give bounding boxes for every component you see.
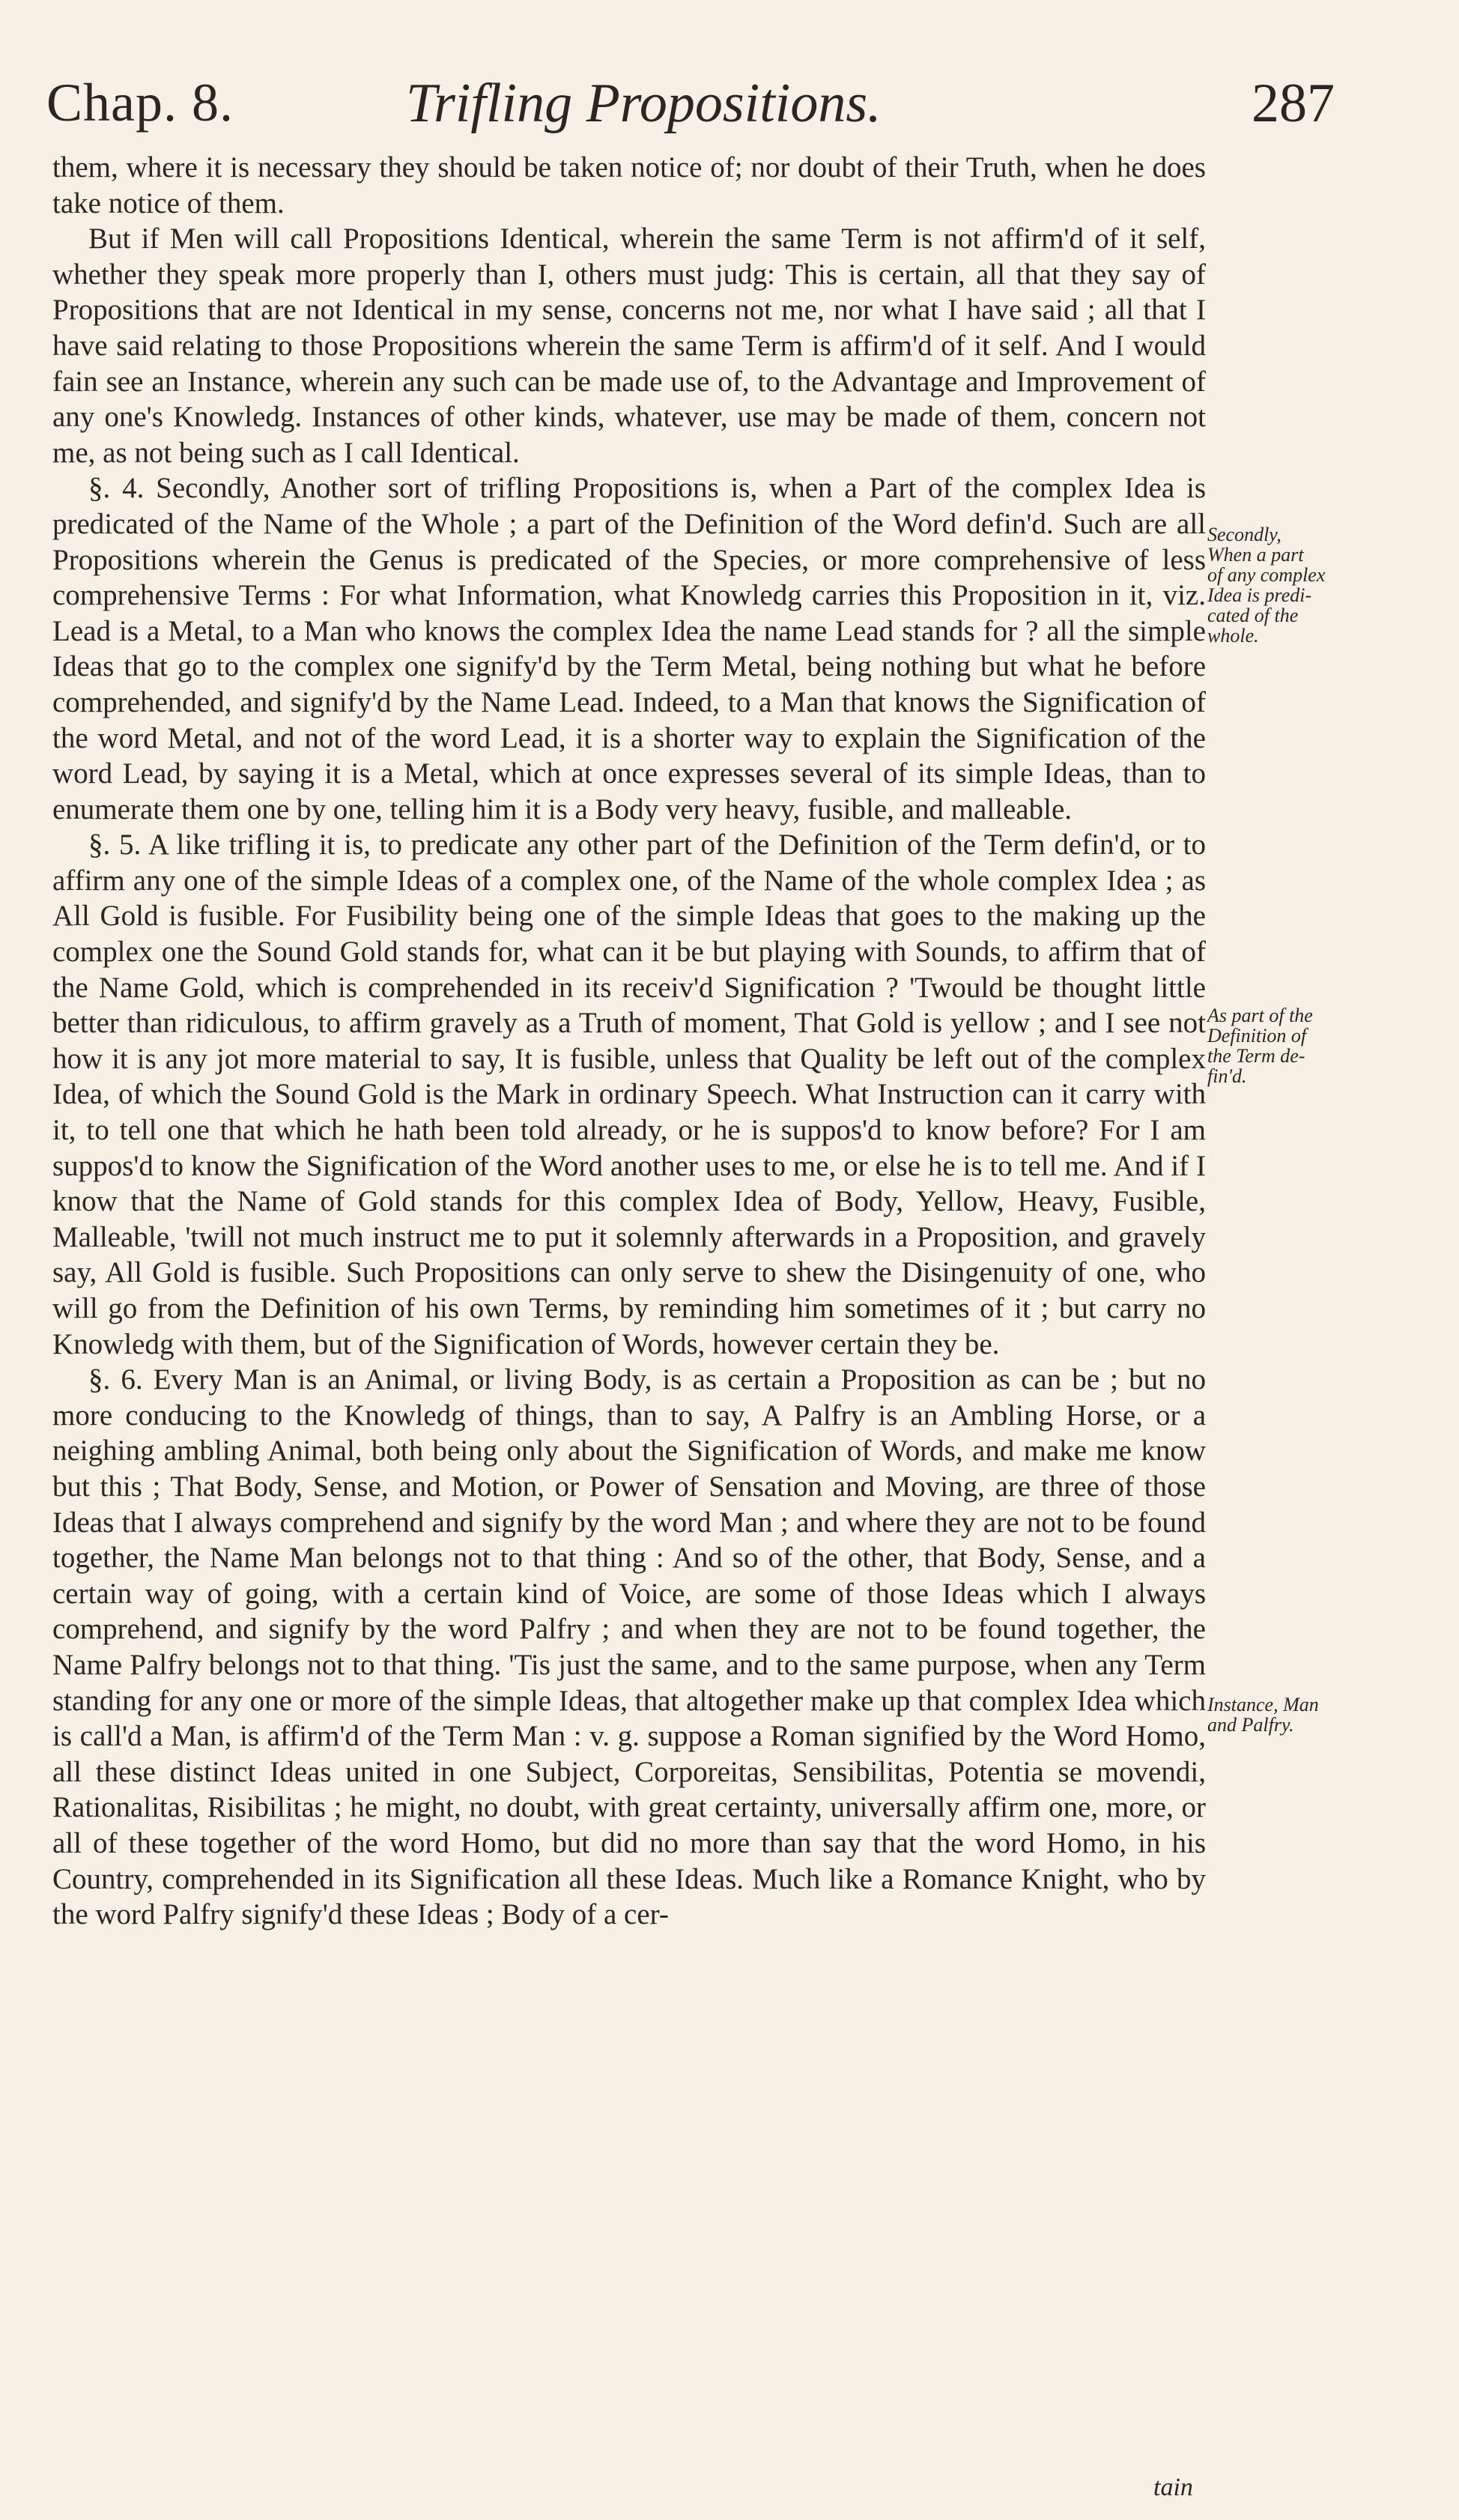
margin-line: Secondly, bbox=[1207, 524, 1281, 545]
margin-line: cated of the bbox=[1207, 605, 1299, 626]
catchword: tain bbox=[1153, 2474, 1193, 2501]
running-header bbox=[46, 72, 1335, 147]
margin-note-definition bbox=[1207, 1005, 1387, 1086]
paragraph-continuation: them, where it is necessary they should be taken notice of; nor doubt of their Truth, when he does take notice of them. bbox=[52, 151, 1206, 219]
page-number: 287 bbox=[1252, 73, 1335, 134]
paragraph-section-5: §. 5. A like trifling it is, to predicate any other part of the Definition of the Term defin'd, or to affirm any one of the simple Ideas of a complex one, of the Name of the whole complex Idea ; as All Gold is fusible. For Fusibility being one of the simple Ideas that goes to the making up the complex one the Sound Gold stands for, what can it be but playing with Sounds, to affirm that of the Name Gold, which is comprehended in its receiv'd Signification ? 'Twould be thought little better than ridiculous, to affirm gravely as a Truth of moment, That Gold is yellow ; and I see not how it is any jot more material to say, It is fusible, unless that Quality be left out of the complex Idea, of which the Sound Gold is the Mark in ordinary Speech. What Instruction can it carry with it, to tell one that which he hath been told already, or he is suppos'd to know before? For I am suppos'd to know the Signification of the Word another uses to me, or else he is to tell me. And if I know that the Name of Gold stands for this complex Idea of Body, Yellow, Heavy, Fusible, Malleable, 'twill not much instruct me to put it solemnly afterwards in a Proposition, and gravely say, All Gold is fusible. Such Propositions can only serve to shew the Disingenuity of one, who will go from the Definition of his own Terms, by reminding him sometimes of it ; but carry no Knowledg with them, but of the Signification of Words, however certain they be. bbox=[52, 829, 1206, 1360]
margin-line: Definition of bbox=[1207, 1025, 1307, 1047]
margin-line: whole. bbox=[1207, 625, 1259, 646]
body-text bbox=[52, 150, 1206, 1933]
margin-line: When a part bbox=[1207, 544, 1304, 566]
margin-line: of any complex bbox=[1207, 564, 1326, 586]
margin-line: Instance, Man bbox=[1207, 1694, 1319, 1715]
margin-line: and Palfry. bbox=[1207, 1714, 1294, 1736]
margin-line: the Term de- bbox=[1207, 1045, 1305, 1067]
paragraph-section-4: §. 4. Secondly, Another sort of trifling Propositions is, when a Part of the complex Idea is predicated of the Name of the Whole ; a part of the Definition of the Word defin'd. Such are all Propositions wherein the Genus is predicated of the Species, or more comprehensive of less comprehensive Terms : For what Information, what Knowledg carries this Proposition in it, viz. Lead is a Metal, to a Man who knows the complex Idea the name Lead stands for ? all the simple Ideas that go to the complex one signify'd by the Term Metal, being nothing but what he before comprehended, and signify'd by the Name Lead. Indeed, to a Man that knows the Signification of the word Metal, and not of the word Lead, it is a shorter way to explain the Signification of the word Lead, by saying it is a Metal, which at once expresses several of its simple Ideas, than to enumerate them one by one, telling him it is a Body very heavy, fusible, and malleable. bbox=[52, 472, 1206, 826]
margin-note-instance bbox=[1207, 1694, 1387, 1735]
chapter-title: Trifling Propositions. bbox=[406, 73, 882, 134]
chapter-label: Chap. 8. bbox=[46, 73, 234, 133]
paragraph-identical: But if Men will call Propositions Identical, wherein the same Term is not affirm'd of it self, whether they speak more properly than I, others must judg: This is certain, all that they say of Propositions that are not Identical in my sense, concerns not me, nor what I have said ; all that I have said relating to those Propositions wherein the same Term is affirm'd of it self. And I would fain see an Instance, wherein any such can be made use of, to the Advantage and Improvement of any one's Knowledg. Instances of other kinds, whatever, use may be made of them, concern not me, as not being such as I call Identical. bbox=[52, 222, 1206, 469]
paragraph-section-6: §. 6. Every Man is an Animal, or living Body, is as certain a Proposition as can be ; but no more conducing to the Knowledg of things, than to say, A Palfry is an Ambling Horse, or a neighing ambling Animal, both being only about the Signification of Words, and make me know but this ; That Body, Sense, and Motion, or Power of Sensation and Moving, are three of those Ideas that I always comprehend and signify by the word Man ; and where they are not to be found together, the Name Man belongs not to that thing : And so of the other, that Body, Sense, and a certain way of going, with a certain kind of Voice, are some of those Ideas which I always comprehend, and signify by the word Palfry ; and when they are not to be found together, the Name Palfry belongs not to that thing. 'Tis just the same, and to the same purpose, when any Term standing for any one or more of the simple Ideas, that altogether make up that complex Idea which is call'd a Man, is affirm'd of the Term Man : v. g. suppose a Roman signified by the Word Homo, all these distinct Ideas united in one Subject, Corporeitas, Sensibilitas, Potentia se movendi, Rationalitas, Risibilitas ; he might, no doubt, with great certainty, universally affirm one, more, or all of these together of the word Homo, but did no more than say that the word Homo, in his Country, comprehended in its Signification all these Ideas. Much like a Romance Knight, who by the word Palfry signify'd these Ideas ; Body of a cer- bbox=[52, 1363, 1206, 1931]
margin-line: fin'd. bbox=[1207, 1065, 1247, 1087]
margin-note-secondly bbox=[1207, 524, 1387, 646]
margin-line: As part of the bbox=[1207, 1005, 1313, 1026]
margin-line: Idea is predi- bbox=[1207, 584, 1312, 606]
